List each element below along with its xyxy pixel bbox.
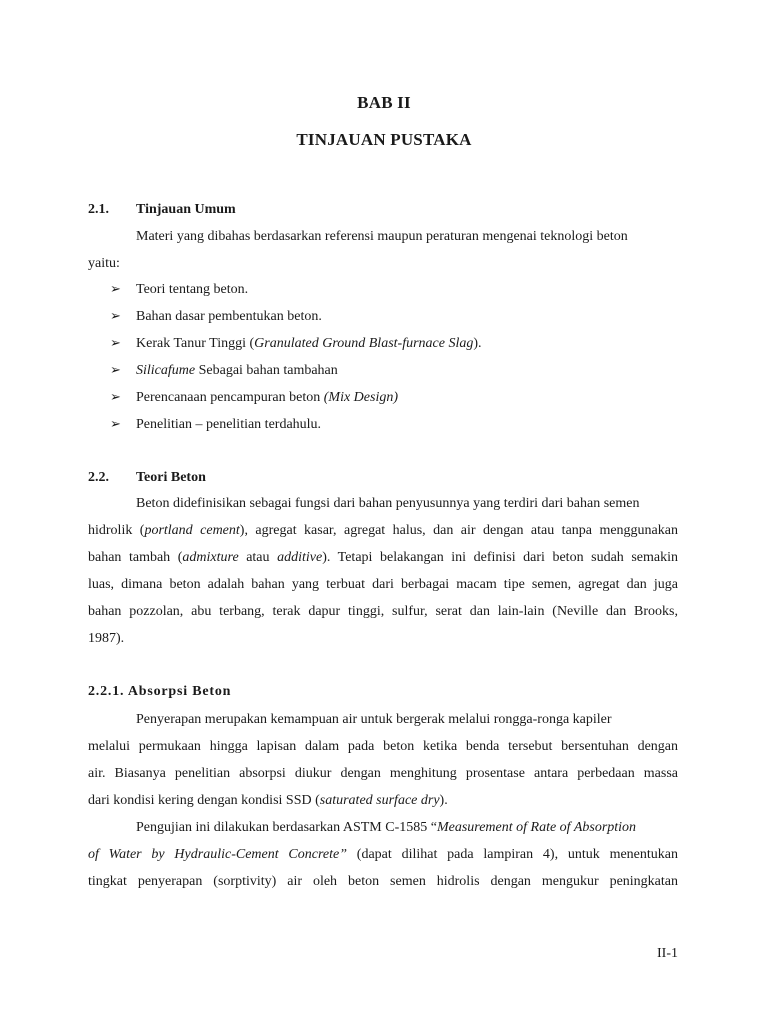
paragraph-line: Beton didefinisikan sebagai fungsi dari bahan penyusunnya yang terdiri dari bahan semen: [136, 496, 640, 511]
paragraph-line: Materi yang dibahas berdasarkan referensi maupun peraturan mengenai teknologi beton: [136, 229, 628, 244]
arrow-bullet-icon: ➢: [110, 416, 121, 431]
page-number: II-1: [657, 946, 678, 961]
paragraph-line: air. Biasanya penelitian absorpsi diukur dengan menghitung prosentase antara perbedaan massa: [88, 766, 678, 781]
arrow-bullet-icon: ➢: [110, 335, 121, 350]
arrow-bullet-icon: ➢: [110, 281, 121, 296]
chapter-title: TINJAUAN PUSTAKA: [296, 130, 472, 149]
list-item: ➢ Bahan dasar pembentukan beton.: [110, 308, 322, 324]
paragraph-line: bahan pozzolan, abu terbang, terak dapur tinggi, sulfur, serat dan lain-lain (Neville dan Brooks,: [88, 604, 678, 619]
paragraph-line: melalui permukaan hingga lapisan dalam pada beton ketika benda tersebut bersentuhan dengan: [88, 739, 678, 754]
paragraph-line: hidrolik (portland cement), agregat kasar, agregat halus, dan air dengan atau tanpa menggunakan: [88, 523, 678, 538]
subsection-heading: 2.2.1. Absorpsi Beton: [88, 684, 232, 699]
paragraph-line: tingkat penyerapan (sorptivity) air oleh beton semen hidrolis dengan mengukur peningkatan: [88, 874, 678, 889]
list-item: ➢ Silicafume Sebagai bahan tambahan: [110, 362, 338, 378]
section-number: 2.2.: [88, 470, 109, 485]
chapter-heading: BAB II: [357, 93, 411, 112]
arrow-bullet-icon: ➢: [110, 362, 121, 377]
section-title: Teori Beton: [136, 470, 206, 485]
arrow-bullet-icon: ➢: [110, 308, 121, 323]
section-title: Tinjauan Umum: [136, 202, 236, 217]
paragraph-line: of Water by Hydraulic-Cement Concrete” (dapat dilihat pada lampiran 4), untuk menentukan: [88, 847, 678, 862]
paragraph-line: Pengujian ini dilakukan berdasarkan ASTM C-1585 “Measurement of Rate of Absorption: [136, 820, 637, 835]
list-item: ➢ Penelitian – penelitian terdahulu.: [110, 416, 322, 432]
paragraph-line: dari kondisi kering dengan kondisi SSD (saturated surface dry).: [88, 793, 448, 808]
paragraph-line: bahan tambah (admixture atau additive). Tetapi belakangan ini definisi dari beton sudah semakin: [88, 550, 678, 565]
section-number: 2.1.: [88, 202, 109, 217]
paragraph-line: Penyerapan merupakan kemampuan air untuk bergerak melalui rongga-ronga kapiler: [136, 712, 612, 727]
list-item: ➢ Teori tentang beton.: [110, 281, 249, 297]
paragraph-line: 1987).: [88, 631, 125, 646]
list-item: ➢ Perencanaan pencampuran beton (Mix Design): [110, 389, 399, 405]
paragraph-line: yaitu:: [88, 256, 120, 271]
arrow-bullet-icon: ➢: [110, 389, 121, 404]
list-item: ➢ Kerak Tanur Tinggi (Granulated Ground Blast-furnace Slag).: [110, 335, 482, 351]
paragraph-line: luas, dimana beton adalah bahan yang terbuat dari berbagai macam tipe semen, agregat dan juga: [88, 577, 678, 592]
